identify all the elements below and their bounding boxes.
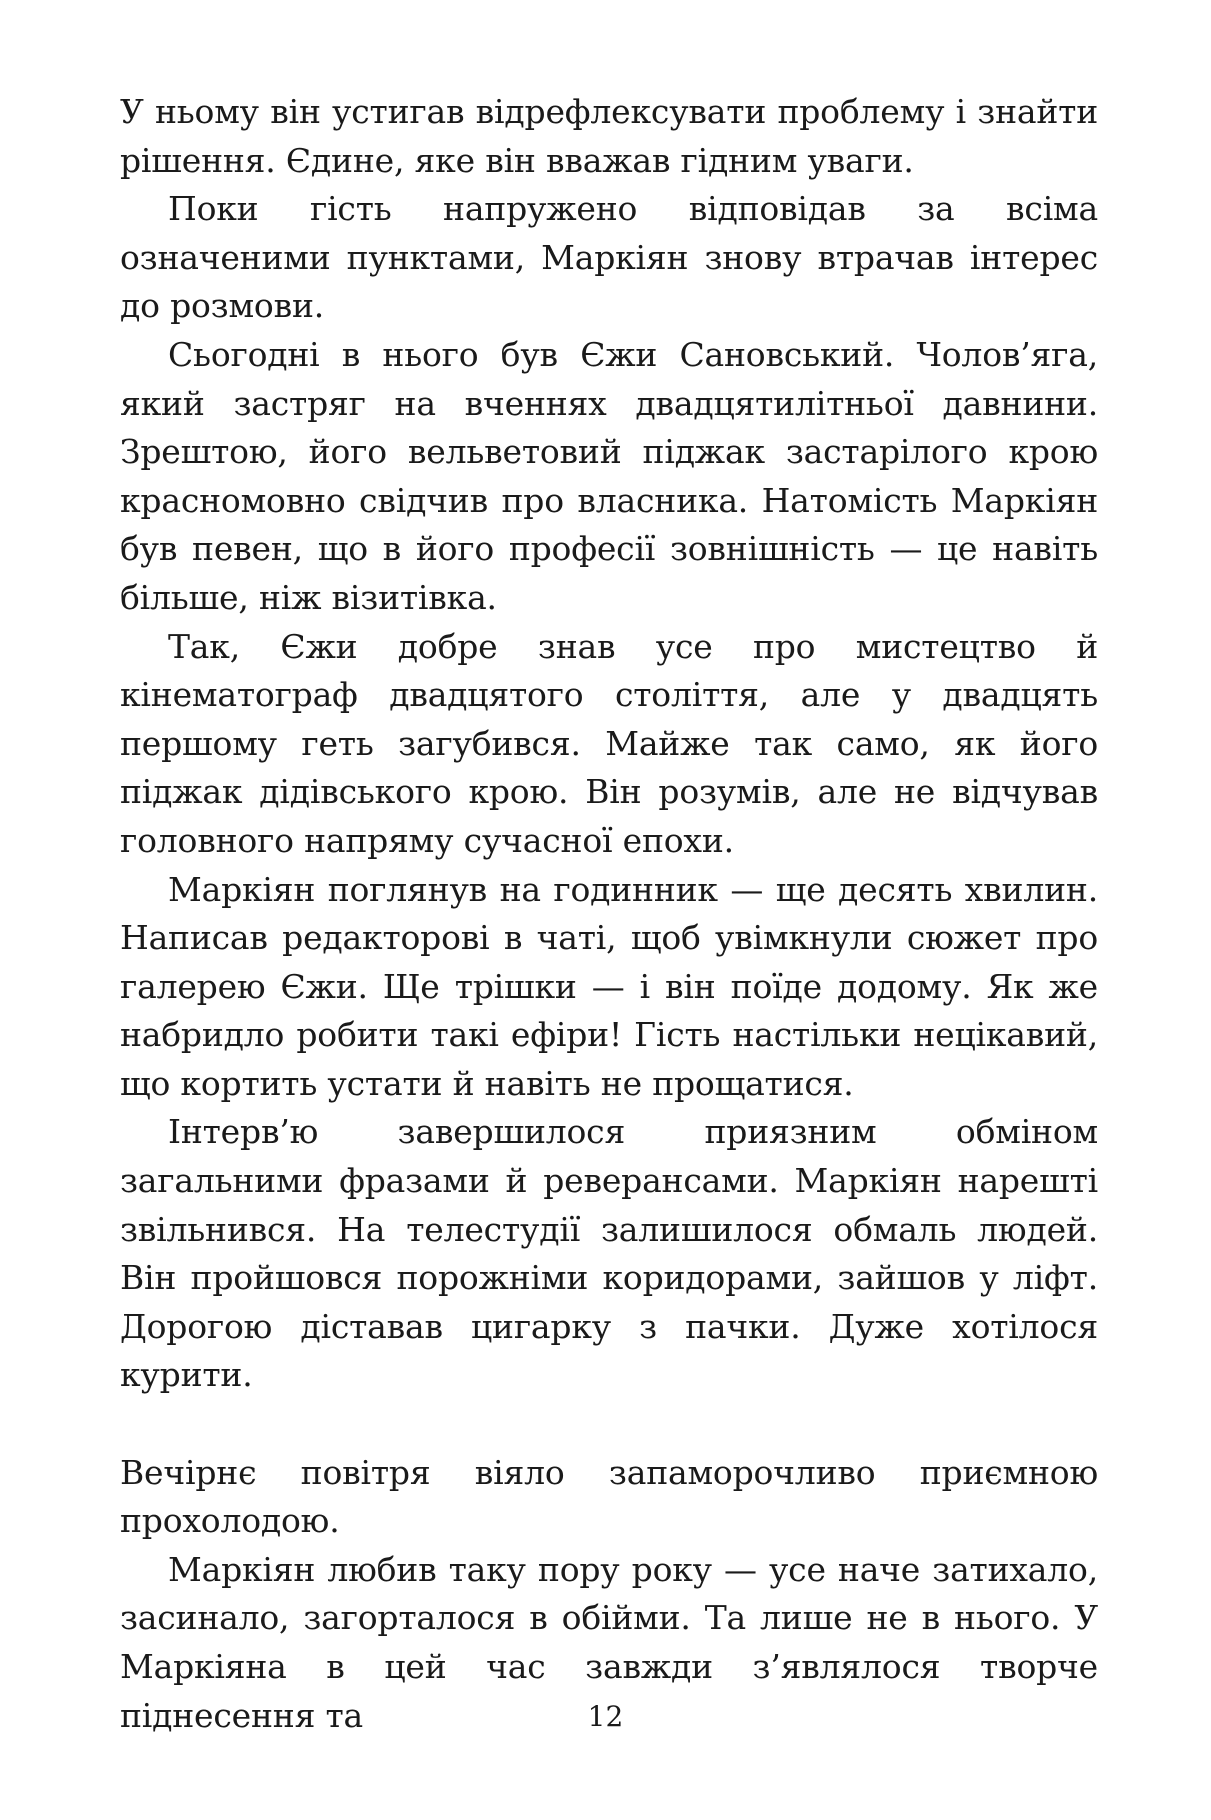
paragraph: Сьогодні в нього був Єжи Сановський. Чолов’яга, який застряг на вченнях двадцятилітньої давнини. Зрештою, його вельветовий піджак застарілого крою красномовно свідчив про власника. Натомість Маркіян був певен, що в його професії зовнішність — це навіть більше, ніж візитівка. [120, 334, 1098, 617]
paragraph: Так, Єжи добре знав усе про мистецтво й кінематограф двадцятого століття, але у двадцять першому геть загубився. Майже так само, як його піджак дідівського крою. Він розумів, але не відчував головного напряму сучасної епохи. [120, 626, 1098, 860]
paragraph: Поки гість напружено відповідав за всіма означеними пунктами, Маркіян знову втрачав інтерес до розмови. [120, 189, 1098, 326]
paragraph: Вечірнє повітря віяло запаморочливо приємною прохолодою. [120, 1452, 1098, 1541]
body-text [120, 88, 1098, 1740]
paragraph: У ньому він устигав відрефлексувати проблему і знайти рішення. Єдине, яке він вважав гідним уваги. [120, 92, 1098, 180]
paragraph: Інтерв’ю завершилося приязним обміном загальними фразами й реверансами. Маркіян нарешті звільнився. На телестудії залишилося обмаль людей. Він пройшовся порожніми коридорами, зайшов у ліфт. Дорогою діставав цигарку з пачки. Дуже хотілося курити. [120, 1112, 1098, 1395]
paragraph: Маркіян любив таку пору року — усе наче затихало, засинало, загорталося в обійми. Та лише не в нього. У Маркіяна в цей час завжди з’являлося творче піднесення та [120, 1549, 1098, 1735]
page-number: 12 [587, 1700, 624, 1733]
paragraph: Маркіян поглянув на годинник — ще десять хвилин. Написав редакторові в чаті, щоб увімкнули сюжет про галерею Єжи. Ще трішки — і він поїде додому. Як же набридло робити такі ефіри! Гість настільки нецікавий, що кортить устати й навіть не прощатися. [120, 869, 1098, 1103]
